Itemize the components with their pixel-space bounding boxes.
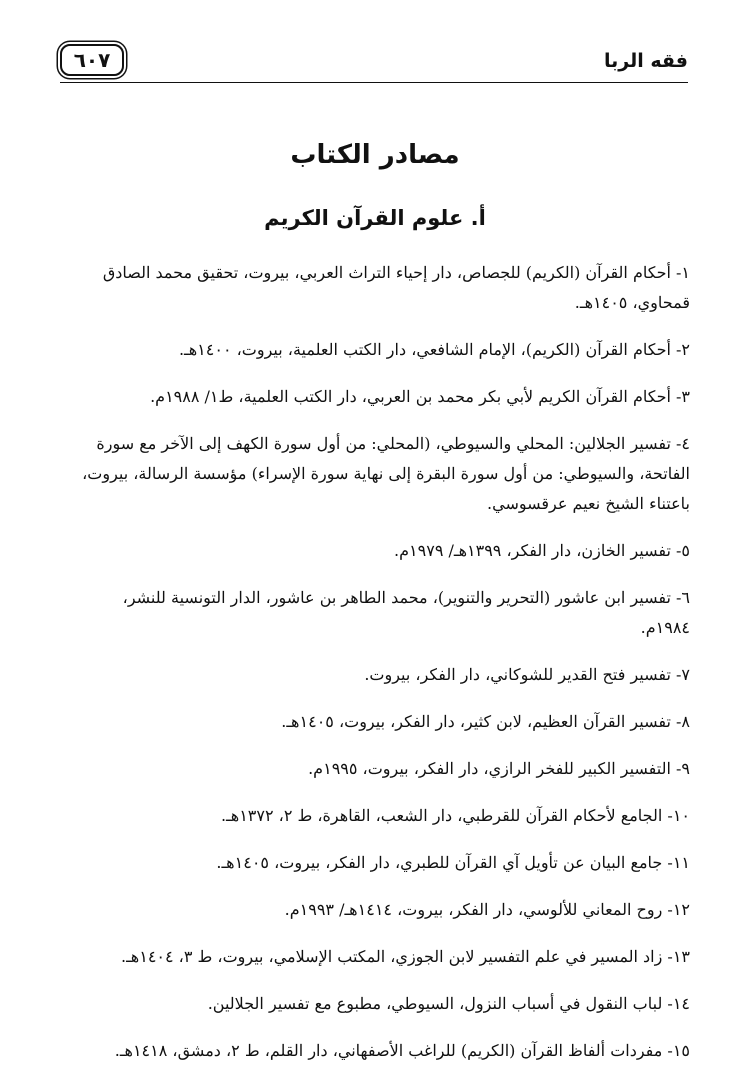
- reference-item: ٦- تفسير ابن عاشور (التحرير والتنوير)، محمد الطاهر بن عاشور، الدار التونسية للنشر، ١٩٨٤م.: [122, 588, 690, 637]
- reference-item: ١٣- زاد المسير في علم التفسير لابن الجوزي، المكتب الإسلامي، بيروت، ط ٣، ١٤٠٤هـ.: [121, 947, 690, 966]
- reference-item: ٣- أحكام القرآن الكريم لأبي بكر محمد بن العربي، دار الكتب العلمية، ط١/ ١٩٨٨م.: [150, 387, 690, 406]
- page-title: مصادر الكتاب: [290, 140, 460, 170]
- reference-list: [74, 258, 690, 1083]
- header-rule: [60, 82, 688, 83]
- reference-item: ٨- تفسير القرآن العظيم، لابن كثير، دار الفكر، بيروت، ١٤٠٥هـ.: [281, 712, 690, 731]
- reference-item: ١١- جامع البيان عن تأويل آي القرآن للطبري، دار الفكر، بيروت، ١٤٠٥هـ.: [216, 853, 690, 872]
- reference-item: ١- أحكام القرآن (الكريم) للجصاص، دار إحياء التراث العربي، بيروت، تحقيق محمد الصادق قمحاوي، ١٤٠٥هـ.: [102, 263, 690, 312]
- reference-item: ٢- أحكام القرآن (الكريم)، الإمام الشافعي، دار الكتب العلمية، بيروت، ١٤٠٠هـ.: [178, 340, 690, 359]
- page-number: ٦٠٧: [60, 44, 124, 76]
- reference-item: ١٤- لباب النقول في أسباب النزول، السيوطي، مطبوع مع تفسير الجلالين.: [207, 994, 690, 1013]
- section-heading: أ. علوم القرآن الكريم: [264, 206, 486, 230]
- reference-item: ١٠- الجامع لأحكام القرآن للقرطبي، دار الشعب، القاهرة، ط ٢، ١٣٧٢هـ.: [220, 806, 690, 825]
- reference-item: ٤- تفسير الجلالين: المحلي والسيوطي، (المحلي: من أول سورة الكهف إلى الآخر مع سورة الفاتحة، والسيوطي: من أول سورة البقرة إلى نهاية سورة الإسراء) مؤسسة الرسالة، بيروت، باعتناء الشيخ نعيم عرقسوسي.: [82, 434, 690, 513]
- reference-item: ٩- التفسير الكبير للفخر الرازي، دار الفكر، بيروت، ١٩٩٥م.: [308, 759, 690, 778]
- reference-item: ٧- تفسير فتح القدير للشوكاني، دار الفكر، بيروت.: [364, 665, 690, 684]
- page-header: [60, 40, 688, 88]
- reference-item: ١٢- روح المعاني للألوسي، دار الفكر، بيروت، ١٤١٤هـ/ ١٩٩٣م.: [284, 900, 690, 919]
- reference-item: ٥- تفسير الخازن، دار الفكر، ١٣٩٩هـ/ ١٩٧٩م.: [394, 541, 690, 560]
- running-title: فقه الربا: [604, 50, 688, 72]
- reference-item: ١٥- مفردات ألفاظ القرآن (الكريم) للراغب الأصفهاني، دار القلم، ط ٢، دمشق، ١٤١٨هـ.: [114, 1041, 690, 1060]
